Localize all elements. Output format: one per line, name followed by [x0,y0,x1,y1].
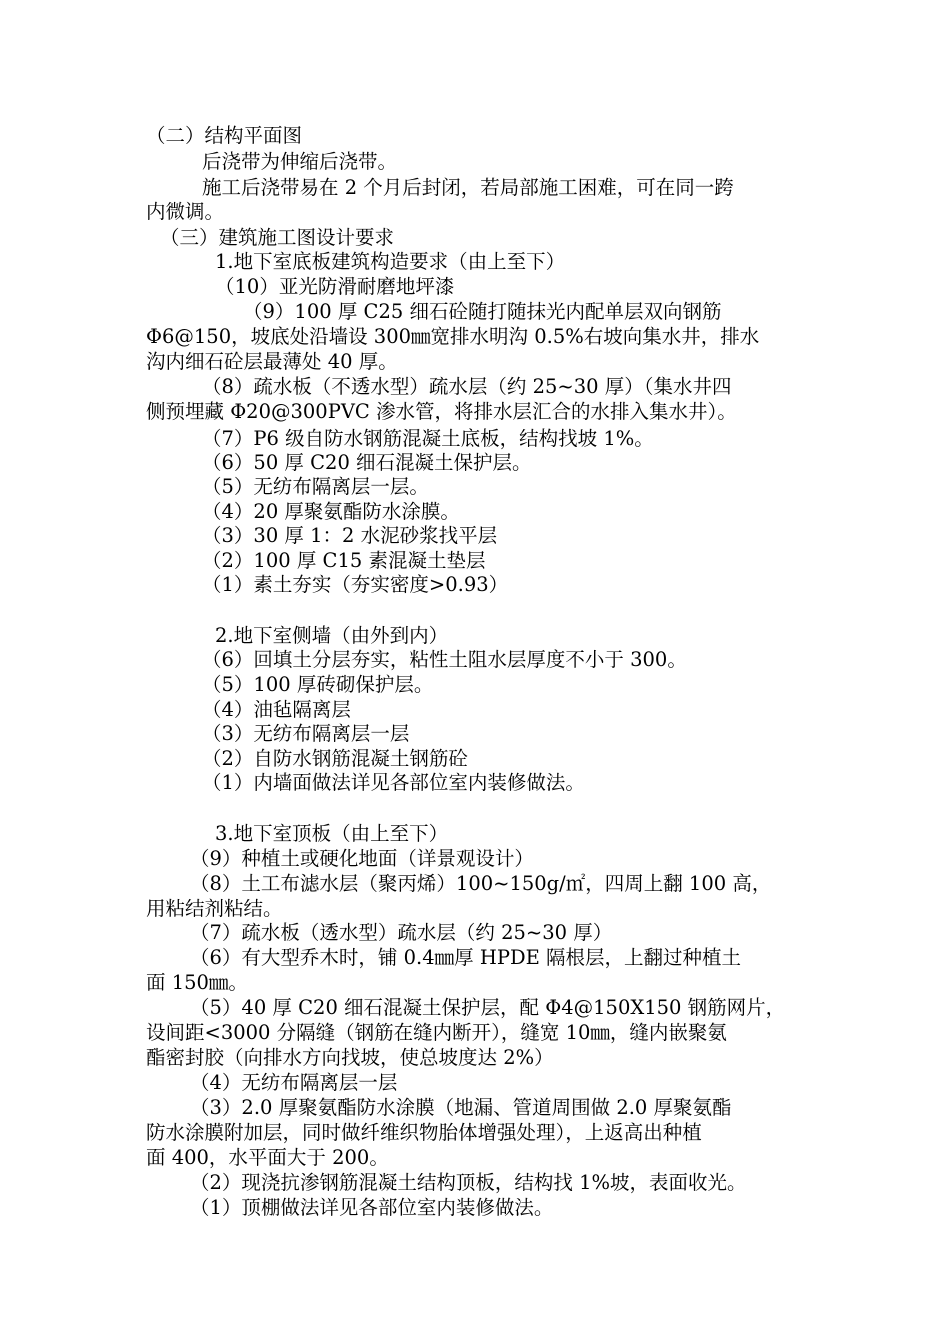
list-item-continuation: 侧预埋藏 Φ20@300PVC 渗水管，将排水层汇合的水排入集水井）。 [146,400,737,423]
list-item-continuation: Φ6@150，坡底处沿墙设 300㎜宽排水明沟 0.5%右坡向集水井，排水 [146,325,760,348]
list-item: （6）有大型乔木时，铺 0.4㎜厚 HPDE 隔根层，上翻过种植土 [190,946,742,969]
list-item: （2）现浇抗渗钢筋混凝土结构顶板，结构找 1%坡，表面收光。 [190,1171,747,1194]
list-item: （4）油毡隔离层 [202,698,351,721]
list-item: （3）30 厚 1：2 水泥砂浆找平层 [202,524,498,547]
list-item-continuation: 防水涂膜附加层，同时做纤维织物胎体增强处理），上返高出种植 [146,1121,702,1144]
list-item: （4）20 厚聚氨酯防水涂膜。 [202,500,460,523]
subsection-title-basement-floor: 1.地下室底板建筑构造要求（由上至下） [215,250,566,273]
list-item-continuation: 设间距<3000 分隔缝（钢筋在缝内断开），缝宽 10㎜，缝内嵌聚氨 [146,1021,727,1044]
list-item: （3）2.0 厚聚氨酯防水涂膜（地漏、管道周围做 2.0 厚聚氨酯 [190,1096,732,1119]
list-item: （2）自防水钢筋混凝土钢筋砼 [202,747,468,770]
section-heading-structure-plan: （二）结构平面图 [146,124,303,147]
subsection-title-basement-wall: 2.地下室侧墙（由外到内） [215,624,449,647]
list-item: （5）40 厚 C20 细石混凝土保护层，配 Φ4@150X150 钢筋网片， [190,996,786,1019]
list-item: （5）100 厚砖砌保护层。 [202,673,434,696]
list-item: （1）顶棚做法详见各部位室内装修做法。 [190,1196,554,1219]
list-item-continuation: 面 150㎜。 [146,971,248,994]
paragraph-line: 后浇带为伸缩后浇带。 [202,150,398,173]
list-item-continuation: 用粘结剂粘结。 [146,897,283,920]
list-item-continuation: 酯密封胶（向排水方向找坡，使总坡度达 2%） [146,1046,554,1069]
list-item: （6）回填土分层夯实，粘性土阻水层厚度不小于 300。 [202,648,687,671]
list-item: （1）内墙面做法详见各部位室内装修做法。 [202,771,585,794]
list-item: （1）素土夯实（夯实密度>0.93） [202,573,509,596]
list-item: （2）100 厚 C15 素混凝土垫层 [202,549,486,572]
list-item: （7）疏水板（透水型）疏水层（约 25~30 厚） [190,921,613,944]
list-item: （8）疏水板（不透水型）疏水层（约 25~30 厚）（集水井四 [202,375,732,398]
list-item: （9）100 厚 C25 细石砼随打随抹光内配单层双向钢筋 [243,300,722,323]
section-heading-architecture: （三）建筑施工图设计要求 [160,226,395,249]
list-item: （5）无纺布隔离层一层。 [202,475,429,498]
paragraph-line: 施工后浇带易在 2 个月后封闭，若局部施工困难，可在同一跨 [202,176,734,199]
list-item: （3）无纺布隔离层一层 [202,722,410,745]
list-item: （7）P6 级自防水钢筋混凝土底板，结构找坡 1%。 [202,427,654,450]
list-item: （9）种植土或硬化地面（详景观设计） [190,847,534,870]
list-item-continuation: 沟内细石砼层最薄处 40 厚。 [146,350,398,373]
list-item: （4）无纺布隔离层一层 [190,1071,398,1094]
list-item: （8）土工布滤水层（聚丙烯）100~150g/㎡，四周上翻 100 高， [190,872,772,895]
list-item: （6）50 厚 C20 细石混凝土保护层。 [202,451,532,474]
list-item-continuation: 面 400，水平面大于 200。 [146,1146,389,1169]
list-item: （10）亚光防滑耐磨地坪漆 [215,275,455,298]
subsection-title-basement-roof: 3.地下室顶板（由上至下） [215,822,449,845]
paragraph-line: 内微调。 [146,200,225,223]
